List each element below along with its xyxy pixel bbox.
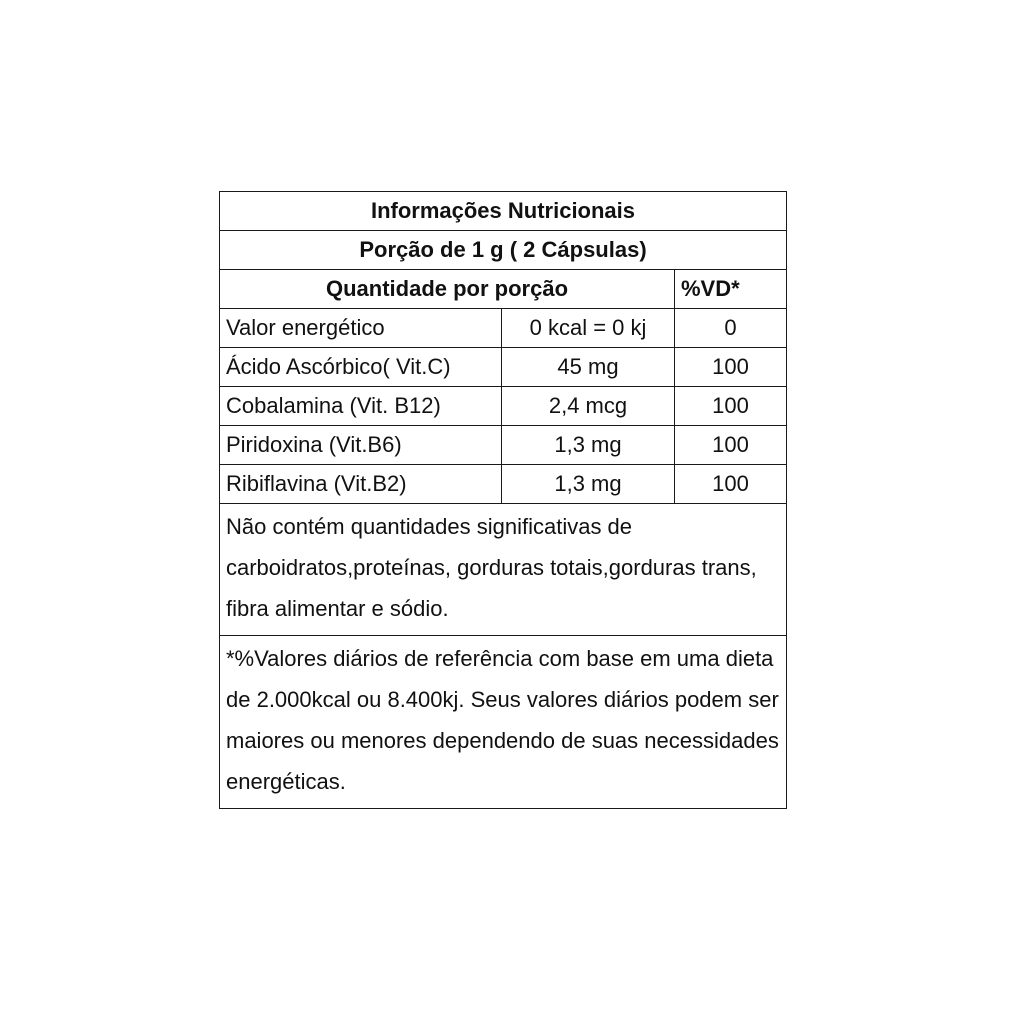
header-row — [220, 270, 787, 309]
nutrient-amount: 1,3 mg — [502, 426, 675, 465]
nutrient-amount: 1,3 mg — [502, 465, 675, 504]
insignificant-note-row — [220, 504, 787, 636]
daily-values-footnote: *%Valores diários de referência com base em uma dieta de 2.000kcal ou 8.400kj. Seus valores diários podem ser maiores ou menores dependendo de suas necessidades energéticas. — [220, 636, 787, 809]
nutrient-amount: 2,4 mcg — [502, 387, 675, 426]
reference-note-row — [220, 636, 787, 809]
nutrient-name: Cobalamina (Vit. B12) — [220, 387, 502, 426]
table-row — [220, 465, 787, 504]
nutrient-dv: 100 — [675, 465, 787, 504]
nutrient-dv: 100 — [675, 348, 787, 387]
nutrient-name: Ribiflavina (Vit.B2) — [220, 465, 502, 504]
nutrient-amount: 0 kcal = 0 kj — [502, 309, 675, 348]
serving-size: Porção de 1 g ( 2 Cápsulas) — [220, 231, 787, 270]
insignificant-amounts-note: Não contém quantidades significativas de carboidratos,proteínas, gorduras totais,gorduras trans, fibra alimentar e sódio. — [220, 504, 787, 636]
nutrition-facts-table — [219, 191, 787, 809]
nutrient-amount: 45 mg — [502, 348, 675, 387]
table-title: Informações Nutricionais — [220, 192, 787, 231]
serving-row — [220, 231, 787, 270]
nutrient-name: Ácido Ascórbico( Vit.C) — [220, 348, 502, 387]
nutrient-dv: 100 — [675, 426, 787, 465]
table-row — [220, 348, 787, 387]
nutrient-dv: 0 — [675, 309, 787, 348]
table-row — [220, 309, 787, 348]
title-row — [220, 192, 787, 231]
nutrient-name: Piridoxina (Vit.B6) — [220, 426, 502, 465]
table-row — [220, 426, 787, 465]
table-row — [220, 387, 787, 426]
nutrient-dv: 100 — [675, 387, 787, 426]
dv-header: %VD* — [675, 270, 787, 309]
nutrient-name: Valor energético — [220, 309, 502, 348]
quantity-header: Quantidade por porção — [220, 270, 675, 309]
